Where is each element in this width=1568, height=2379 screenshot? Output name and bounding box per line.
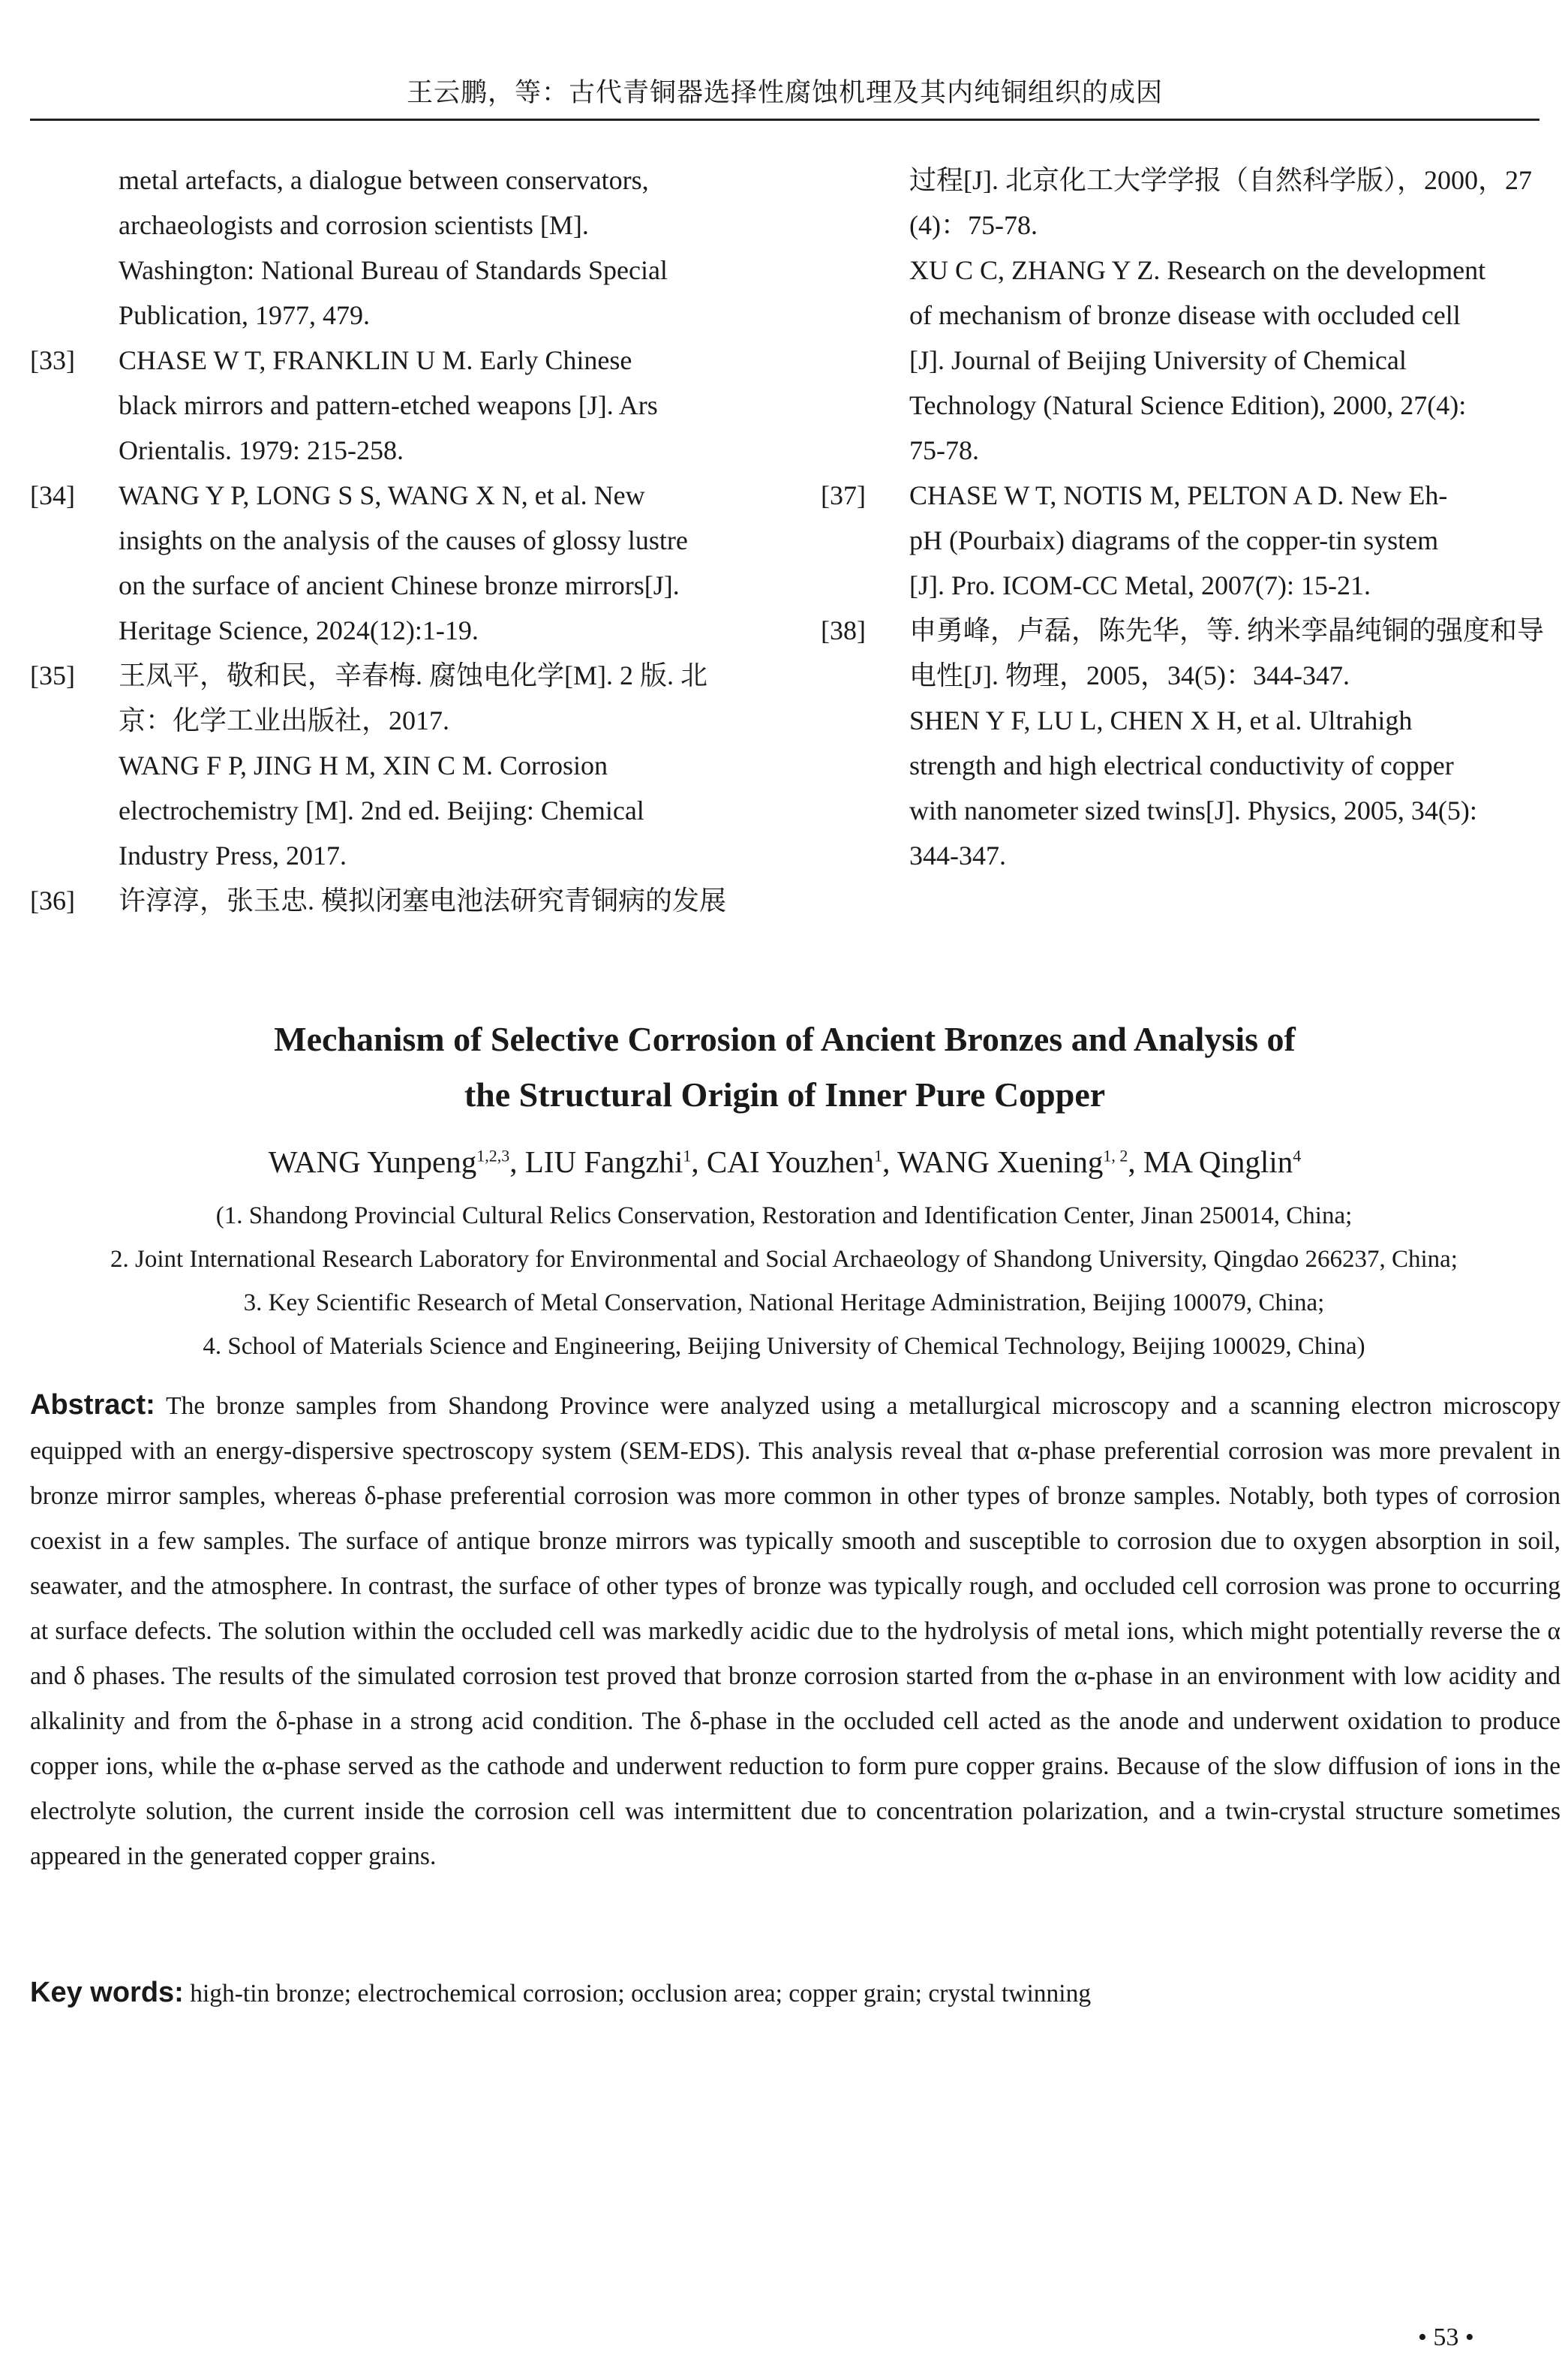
reference-number: [38] xyxy=(821,615,866,645)
reference-line: 京：化学工业出版社，2017. xyxy=(119,705,450,735)
author-name: WANG Xuening xyxy=(897,1144,1104,1179)
reference-line: black mirrors and pattern-etched weapons [J]. Ars xyxy=(119,390,658,420)
affiliation-line: (1. Shandong Provincial Cultural Relics Conservation, Restoration and Identification Center, Jinan 250014, China; xyxy=(215,1202,1353,1229)
reference-line: Heritage Science, 2024(12):1-19. xyxy=(119,615,479,645)
reference-entry xyxy=(821,473,1559,608)
keywords xyxy=(30,1977,1560,2009)
reference-entry xyxy=(30,653,759,878)
references-right-column xyxy=(821,158,1559,878)
reference-line: CHASE W T, NOTIS M, PELTON A D. New Eh- xyxy=(909,480,1448,510)
reference-line: pH (Pourbaix) diagrams of the copper-tin system xyxy=(909,525,1439,555)
reference-line: WANG Y P, LONG S S, WANG X N, et al. New xyxy=(119,480,645,510)
reference-line: 75-78. xyxy=(909,435,979,465)
reference-entry xyxy=(30,158,759,338)
reference-line: 344-347. xyxy=(909,841,1006,871)
reference-line: insights on the analysis of the causes of glossy lustre xyxy=(119,525,688,555)
reference-line: (4)：75-78. xyxy=(909,210,1038,240)
references-left-column xyxy=(30,158,759,923)
author-name: CAI Youzhen xyxy=(706,1144,875,1179)
reference-line: with nanometer sized twins[J]. Physics, 2005, 34(5): xyxy=(909,796,1477,826)
abstract-label: Abstract: xyxy=(30,1389,155,1421)
reference-entry xyxy=(821,608,1559,878)
abstract-text: The bronze samples from Shandong Province were analyzed using a metallurgical microscopy and a scanning electron microscopy equipped with an energy-dispersive spectroscopy system (SEM-EDS). This analysis reveal that α-phase preferential corrosion was more prevalent in bronze mirror samples, whereas δ-phase preferential corrosion was more common in other types of bronze samples. Notably, both types of corrosion coexist in a few samples. The surface of antique bronze mirrors was typically smooth and susceptible to corrosion due to oxygen absorption in soil, seawater, and the atmosphere. In contrast, the surface of other types of bronze was typically rough, and occluded cell corrosion was prone to occurring at surface defects. The solution within the occluded cell was markedly acidic due to the hydrolysis of metal ions, which might potentially reverse the α and δ phases. The results of the simulated corrosion test proved that bronze corrosion started from the α-phase in an environment with low acidity and alkalinity and from the δ-phase in a strong acid condition. The δ-phase in the occluded cell acted as the anode and underwent oxidation to produce copper ions, while the α-phase served as the cathode and underwent reduction to form pure copper grains. Because of the slow diffusion of ions in the electrolyte solution, the current inside the corrosion cell was intermittent due to concentration polarization, and a twin-crystal structure sometimes appeared in the generated copper grains. xyxy=(30,1392,1560,1870)
reference-line: electrochemistry [M]. 2nd ed. Beijing: Chemical xyxy=(119,796,644,826)
author-affiliation-mark: 4 xyxy=(1293,1146,1302,1165)
reference-line: on the surface of ancient Chinese bronze mirrors[J]. xyxy=(119,570,680,600)
reference-entry xyxy=(30,878,759,923)
reference-line: [J]. Journal of Beijing University of Chemical xyxy=(909,345,1407,375)
paper-title xyxy=(30,1012,1539,1123)
abstract xyxy=(30,1382,1560,1879)
title-line: the Structural Origin of Inner Pure Copper xyxy=(464,1075,1106,1114)
reference-line: Publication, 1977, 479. xyxy=(119,300,370,330)
affiliation-line: 2. Joint International Research Laboratory for Environmental and Social Archaeology of Shandong University, Qingdao 266237, China; xyxy=(110,1246,1458,1273)
reference-line: WANG F P, JING H M, XIN C M. Corrosion xyxy=(119,750,608,780)
reference-line: Industry Press, 2017. xyxy=(119,841,347,871)
title-line: Mechanism of Selective Corrosion of Ancient Bronzes and Analysis of xyxy=(274,1020,1296,1058)
reference-line: metal artefacts, a dialogue between conservators, xyxy=(119,165,649,195)
reference-entry xyxy=(821,158,1559,473)
reference-line: CHASE W T, FRANKLIN U M. Early Chinese xyxy=(119,345,632,375)
affiliation-line: 4. School of Materials Science and Engineering, Beijing University of Chemical Technology, Beijing 100029, China) xyxy=(203,1333,1365,1360)
reference-line: strength and high electrical conductivity of copper xyxy=(909,750,1454,780)
author-affiliation-mark: 1 xyxy=(683,1146,692,1165)
reference-line: 申勇峰，卢磊，陈先华，等. 纳米孪晶纯铜的强度和导 xyxy=(909,615,1545,645)
reference-entry xyxy=(30,338,759,473)
reference-line: Washington: National Bureau of Standards Special xyxy=(119,255,668,285)
reference-number: [36] xyxy=(30,886,75,916)
reference-line: SHEN Y F, LU L, CHEN X H, et al. Ultrahigh xyxy=(909,705,1413,735)
reference-number: [33] xyxy=(30,345,75,375)
author-name: MA Qinglin xyxy=(1143,1144,1293,1179)
reference-number: [37] xyxy=(821,480,866,510)
author-list: WANG Yunpeng$^{1,2,3}$, LIU Fangzhi$^1$, CAI Youzhen$^1$, WANG Xuening$^{1, 2}$, MA Qinglin$^4$ xyxy=(268,1144,1302,1179)
keywords-label: Key words: xyxy=(30,1977,184,2008)
header-rule xyxy=(30,119,1539,121)
reference-line: Technology (Natural Science Edition), 2000, 27(4): xyxy=(909,390,1467,420)
author-affiliation-mark: 1 xyxy=(874,1146,883,1165)
affiliation-line: 3. Key Scientific Research of Metal Conservation, National Heritage Administration, Beijing 100079, China; xyxy=(243,1289,1325,1316)
reference-line: 过程[J]. 北京化工大学学报（自然科学版），2000，27 xyxy=(909,165,1532,195)
reference-number: [34] xyxy=(30,480,75,510)
running-head: 王云鹏，等：古代青铜器选择性腐蚀机理及其内纯铜组织的成因 xyxy=(406,78,1163,107)
author-affiliation-mark: 1,2,3 xyxy=(476,1146,510,1165)
reference-line: 王凤平，敬和民，辛春梅. 腐蚀电化学[M]. 2 版. 北 xyxy=(119,660,707,690)
reference-line: of mechanism of bronze disease with occluded cell xyxy=(909,300,1461,330)
page-number: • 53 • xyxy=(1418,2323,1474,2351)
reference-line: Orientalis. 1979: 215-258. xyxy=(119,435,404,465)
reference-entry xyxy=(30,473,759,653)
author-name: WANG Yunpeng xyxy=(268,1144,477,1179)
reference-number: [35] xyxy=(30,660,75,690)
keywords-text: high-tin bronze; electrochemical corrosion; occlusion area; copper grain; crystal twinning xyxy=(190,1980,1092,2008)
author-name: LIU Fangzhi xyxy=(524,1144,683,1179)
reference-line: archaeologists and corrosion scientists [M]. xyxy=(119,210,589,240)
reference-line: XU C C, ZHANG Y Z. Research on the development xyxy=(909,255,1486,285)
reference-line: 电性[J]. 物理，2005，34(5)：344-347. xyxy=(909,660,1350,690)
author-affiliation-mark: 1, 2 xyxy=(1103,1146,1128,1165)
reference-line: 许淳淳，张玉忠. 模拟闭塞电池法研究青铜病的发展 xyxy=(119,886,727,916)
reference-line: [J]. Pro. ICOM-CC Metal, 2007(7): 15-21. xyxy=(909,570,1371,600)
